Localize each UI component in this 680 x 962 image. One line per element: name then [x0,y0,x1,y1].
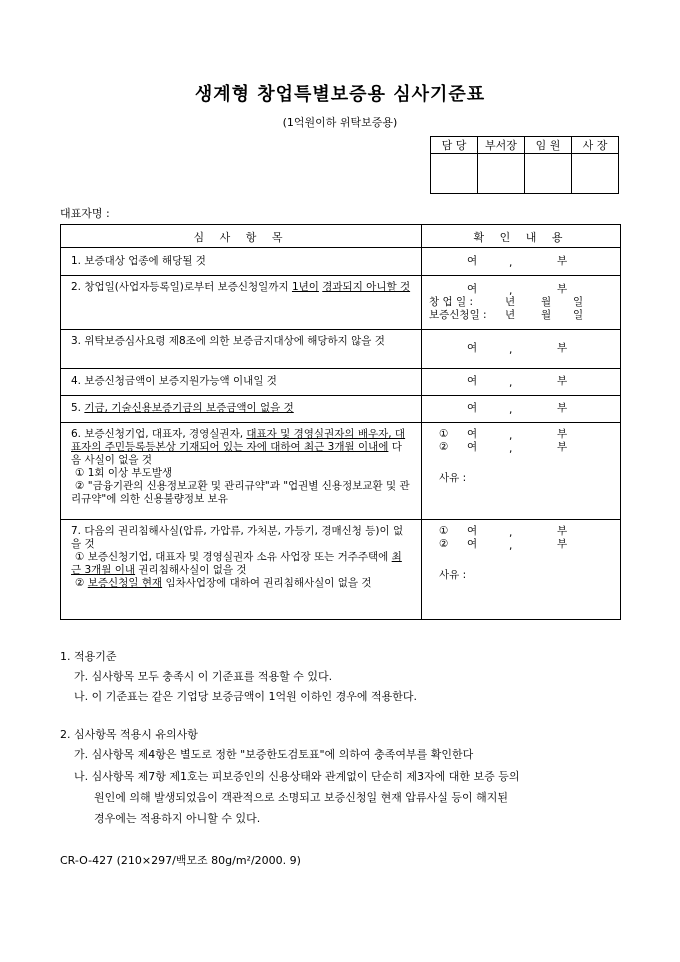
row6-comma2: , [509,443,513,455]
row3-comma: , [509,344,513,356]
row2-yes[interactable]: 여 [467,283,478,295]
row7-sub2-underline: 보증신청일 현재 [87,577,163,589]
row6-sub2: ② "금융기관의 신용정보교환 및 관리규약"과 "업권별 신용정보교환 및 관리규약"에 의한 신용불량정보 보유 [71,480,410,505]
row1-comma: , [509,257,513,269]
approval-header: 담 당 [431,137,478,154]
row7-yes1[interactable]: 여 [467,525,478,537]
row7-sub1-underline: 최근 3개월 이내 [71,551,402,576]
header-item: 심 사 항 목 [193,231,289,244]
row6-comma1: , [509,430,513,442]
row-divider [61,422,620,423]
row2-question [71,281,411,294]
apply-date-label: 보증신청일 : [429,309,487,321]
row7-question [71,525,411,590]
notes-section2-b-line1: 나. 심사항목 제7항 제1호는 피보증인의 신용상태와 관계없이 단순히 제3자에 대한 보증 등의 [74,770,520,783]
row7-yes2[interactable]: 여 [467,538,478,550]
approval-header: 사 장 [572,137,619,154]
row4-no[interactable]: 부 [557,375,568,387]
row7-sub1-pre: ① 보증신청기업, 대표자 및 경영실권자 소유 사업장 또는 거주주택에 [75,551,392,563]
row-divider [61,329,620,330]
row6-yes1[interactable]: 여 [467,428,478,440]
notes-section2-title: 2. 심사항목 적용시 유의사항 [60,728,198,741]
approval-header: 부서장 [478,137,525,154]
row6-q-text: 6. 보증신청기업, 대표자, 경영실권자, [71,428,247,440]
representative-label: 대표자명 : [60,207,110,220]
row7-sub2-post: 임차사업장에 대하여 권리침해사실이 없을 것 [162,577,372,589]
notes-section2-b-line2: 원인에 의해 발생되었음이 객관적으로 소명되고 보증신청일 현재 압류사실 등이 해지된 [94,791,509,804]
row2-q-underline2: 경과되지 아니할 것 [322,281,411,293]
start-month[interactable]: 월 [541,296,552,308]
row6-reason[interactable]: 사유 : [439,472,467,484]
row5-q-num: 5. [71,402,85,414]
approval-header: 임 원 [525,137,572,154]
header-check: 확 인 내 용 [473,231,569,244]
row6-q-underline: 대표자 및 경영실권자의 배우자, 대표자의 주민등록등본상 기재되어 있는 자에 대하여 최근 3개월 이내에 [71,428,406,453]
row6-sub1: ① 1회 이상 부도발생 [75,467,173,479]
row3-question: 3. 위탁보증심사요령 제8조에 의한 보증금지대상에 해당하지 않을 것 [71,335,385,347]
row5-q-underline: 기금, 기술신용보증기금의 보증금액이 없을 것 [84,402,294,414]
row7-reason[interactable]: 사유 : [439,569,467,581]
apply-year[interactable]: 년 [505,309,516,321]
approval-sign-box[interactable] [525,154,572,194]
row1-question: 1. 보증대상 업종에 해당될 것 [71,255,206,267]
notes-section1-b: 나. 이 기준표는 같은 기업당 보증금액이 1억원 이하인 경우에 적용한다. [74,690,417,703]
form-code: CR-O-427 (210×297/백모조 80g/m²/2000. 9) [60,854,301,867]
approval-table [430,136,619,194]
start-year[interactable]: 년 [505,296,516,308]
table-header [61,225,620,248]
row7-no1[interactable]: 부 [557,525,568,537]
row5-yes[interactable]: 여 [467,402,478,414]
row6-q-post: 다음 사실이 없을 것 [71,441,402,466]
apply-day[interactable]: 일 [573,309,584,321]
row6-no2[interactable]: 부 [557,441,568,453]
notes-section2-a: 가. 심사항목 제4항은 별도로 정한 "보증한도검토표"에 의하여 충족여부를 확인한다 [74,748,474,761]
row1-yes[interactable]: 여 [467,255,478,267]
row6-question [71,428,411,506]
row7-comma2: , [509,540,513,552]
approval-sign-box[interactable] [431,154,478,194]
row7-check1: ① [439,525,449,537]
row7-sub1-post: 권리침해사실이 없을 것 [135,564,247,576]
row7-q-text: 7. 다음의 권리침해사실(압류, 가압류, 가처분, 가등기, 경매신청 등)이 없을 것 [71,525,404,550]
notes-section1-a: 가. 심사항목 모두 충족시 이 기준표를 적용할 수 있다. [74,670,333,683]
row5-no[interactable]: 부 [557,402,568,414]
row7-sub2-pre: ② [75,577,88,589]
row7-comma1: , [509,527,513,539]
row6-check2: ② [439,441,449,453]
row6-check1: ① [439,428,449,440]
notes-section2-b-line3: 경우에는 적용하지 아니할 수 있다. [94,812,261,825]
review-table [60,224,621,620]
row3-yes[interactable]: 여 [467,342,478,354]
row2-q-text: 2. 창업일(사업자등록일)로부터 보증신청일까지 [71,281,292,293]
row2-no[interactable]: 부 [557,283,568,295]
notes-section1-title: 1. 적용기준 [60,650,117,663]
page-title: 생계형 창업특별보증용 심사기준표 [194,84,486,105]
row4-yes[interactable]: 여 [467,375,478,387]
row7-check2: ② [439,538,449,550]
row-divider [61,395,620,396]
row1-no[interactable]: 부 [557,255,568,267]
apply-month[interactable]: 월 [541,309,552,321]
row5-question [71,402,411,415]
row6-yes2[interactable]: 여 [467,441,478,453]
row3-no[interactable]: 부 [557,342,568,354]
row7-no2[interactable]: 부 [557,538,568,550]
approval-sign-box[interactable] [478,154,525,194]
row5-comma: , [509,404,513,416]
page-subtitle: (1억원이하 위탁보증용) [282,116,398,129]
row6-no1[interactable]: 부 [557,428,568,440]
start-day[interactable]: 일 [573,296,584,308]
row-divider [61,519,620,520]
approval-sign-box[interactable] [572,154,619,194]
row2-comma: , [509,285,513,297]
start-date-label: 창 업 일 : [429,296,473,308]
row4-comma: , [509,377,513,389]
row4-question: 4. 보증신청금액이 보증지원가능액 이내일 것 [71,375,277,387]
row-divider [61,368,620,369]
row2-q-underline1: 1년이 [291,281,319,293]
row-divider [61,275,620,276]
